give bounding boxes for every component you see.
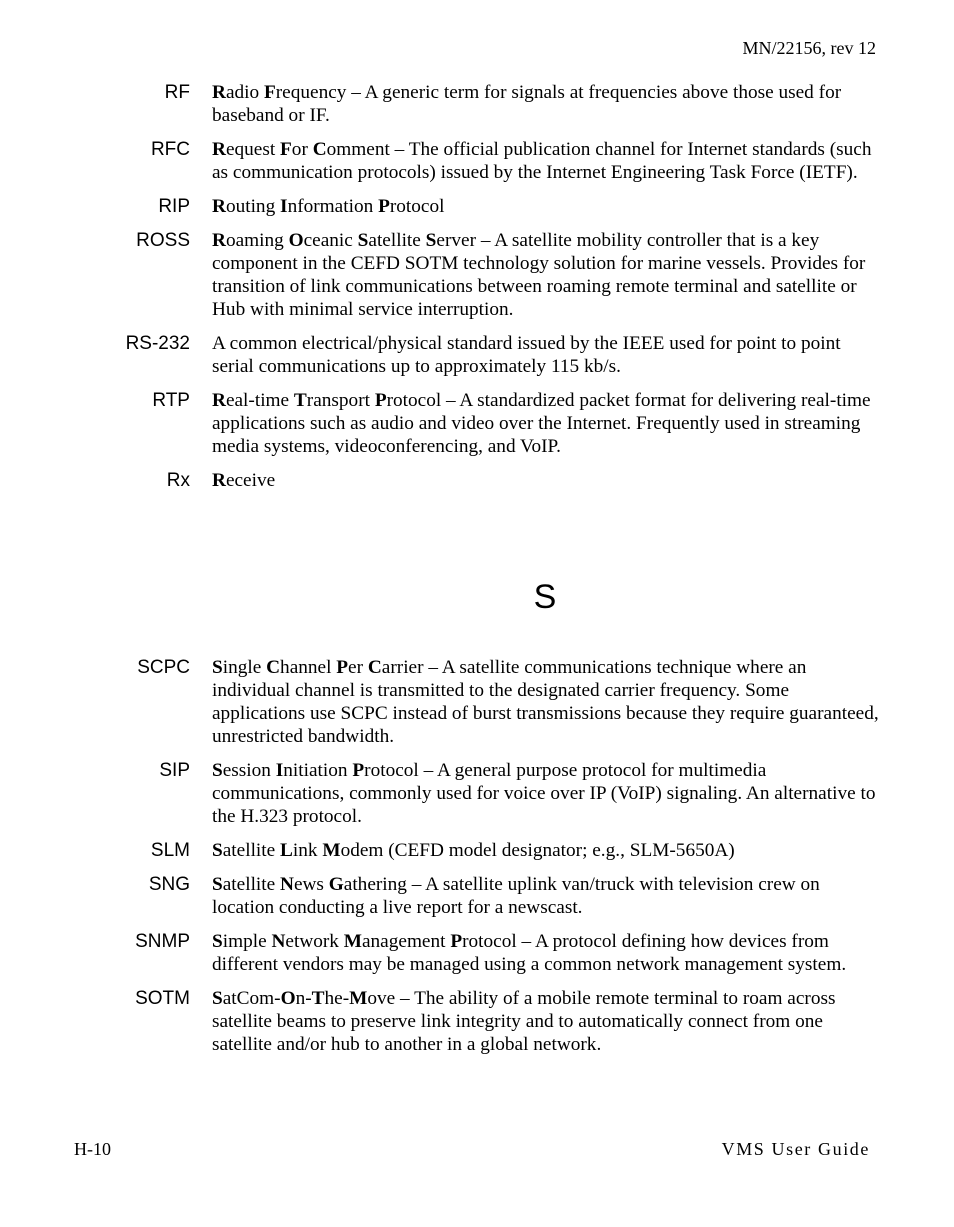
acronym-letter: S [212,874,223,895]
definition-text: ews [293,874,329,895]
definition-text: eal-time [225,390,294,411]
acronym-letter: P [352,760,365,781]
acronym-letter: C [312,139,327,160]
acronym-letter: R [212,196,226,217]
acronym-letter: N [280,874,294,895]
glossary-entry [0,839,954,862]
acronym-letter: S [357,230,369,251]
section-heading-s: S [533,578,557,616]
glossary-entry [0,138,954,184]
definition-text: ink [292,840,323,861]
definition-text: omment – The official publication channel for Internet standards (such as communication protocols) issued by the Internet Engineering Task Force (IETF). [212,139,872,183]
acronym-letter: F [280,139,292,160]
definition-text: equest [225,139,281,160]
definition-text: atellite [368,230,426,251]
glossary-entry [0,195,954,218]
definition-text: ingle [222,657,267,678]
acronym-letter: T [293,390,307,411]
definition-text: rotocol – A standardized packet format for delivering real-time applications such as audio and video over the Internet. Frequently used in streaming media systems, videoconferencing, and VoIP. [212,390,871,457]
acronym-letter: P [374,390,387,411]
glossary-definition [212,81,880,127]
acronym-letter: I [275,760,284,781]
glossary-definition [212,759,880,828]
acronym-letter: G [328,874,344,895]
glossary-term: RFC [150,139,190,160]
definition-text: he- [324,988,350,1009]
definition-text: odem (CEFD model designator; e.g., SLM-5650A) [340,840,735,861]
glossary-section-r [0,81,954,503]
definition-text: requency – A generic term for signals at frequencies above those used for baseband or IF. [212,82,842,126]
definition-text: etwork [285,931,344,952]
definition-text: hannel [280,657,337,678]
definition-text: oaming [225,230,289,251]
glossary-term: ROSS [136,230,190,251]
acronym-letter: N [271,931,286,952]
acronym-letter: R [212,82,226,103]
glossary-term: SLM [150,840,190,861]
acronym-letter: L [280,840,293,861]
glossary-definition [212,195,880,218]
definition-text: atellite [222,840,281,861]
document-reference: MN/22156, rev 12 [742,38,876,58]
glossary-definition [212,332,880,378]
acronym-letter: R [212,470,226,491]
glossary-term: Rx [166,470,190,491]
acronym-letter: S [212,760,223,781]
glossary-definition [212,389,880,458]
acronym-letter: S [212,657,223,678]
acronym-letter: M [343,931,362,952]
definition-text: eceive [225,470,276,491]
definition-text: adio [225,82,264,103]
glossary-term: SOTM [135,988,190,1009]
acronym-letter: P [450,931,463,952]
definition-text: atellite [222,874,281,895]
definition-text: ove – The ability of a mobile remote terminal to roam across satellite beams to preserve link integrity and to automatically connect from one satellite and/or hub to another in a global network. [212,988,836,1055]
glossary-entry [0,469,954,492]
glossary-definition [212,873,880,919]
glossary-section-s [0,656,954,1067]
glossary-definition [212,229,880,321]
acronym-letter: R [212,139,226,160]
glossary-term: SNMP [135,931,190,952]
definition-text: outing [225,196,281,217]
definition-text: ceanic [303,230,358,251]
acronym-letter: M [322,840,341,861]
acronym-letter: S [425,230,437,251]
definition-text: rotocol [389,196,445,217]
acronym-letter: S [212,931,223,952]
definition-text: nformation [287,196,379,217]
definition-text: A common electrical/physical standard issued by the IEEE used for point to point serial communications up to approximately 115 kb/s. [212,333,841,377]
acronym-letter: P [336,657,349,678]
acronym-letter: I [280,196,288,217]
acronym-letter: C [266,657,281,678]
glossary-term: SIP [159,760,190,781]
glossary-entry [0,656,954,748]
definition-text: er [348,657,368,678]
definition-text: n- [295,988,312,1009]
glossary-entry [0,389,954,458]
acronym-letter: R [212,390,226,411]
definition-text: ransport [306,390,375,411]
glossary-term: RTP [152,390,190,411]
glossary-entry [0,759,954,828]
glossary-entry [0,332,954,378]
acronym-letter: R [212,230,226,251]
glossary-term: SNG [148,874,190,895]
glossary-entry [0,81,954,127]
acronym-letter: S [212,988,223,1009]
definition-text: rotocol – A general purpose protocol for multimedia communications, commonly used for voice over IP (VoIP) signaling. An alternative to the H.323 protocol. [212,760,876,827]
definition-text: or [291,139,313,160]
definition-text: erver – A satellite mobility controller that is a key component in the CEFD SOTM technology solution for marine vessels. Provides for transition of link communications between roaming remote terminal and satellite or Hub with minimal service interruption. [212,230,866,320]
definition-text: anagement [361,931,451,952]
acronym-letter: T [311,988,325,1009]
glossary-definition [212,469,880,492]
glossary-term: SCPC [137,657,190,678]
acronym-letter: O [288,230,304,251]
definition-text: atCom- [222,988,281,1009]
glossary-entry [0,873,954,919]
acronym-letter: O [280,988,296,1009]
acronym-letter: P [378,196,390,217]
definition-text: ession [222,760,276,781]
glossary-entry [0,229,954,321]
page-number: H-10 [74,1139,111,1159]
definition-text: arrier – A satellite communications technique where an individual channel is transmitted to the designated carrier frequency. Some applications use SCPC instead of burst transmissions because they require guaranteed, unrestricted bandwidth. [212,657,879,747]
definition-text: nitiation [283,760,353,781]
acronym-letter: F [263,82,276,103]
glossary-entry [0,987,954,1056]
glossary-term: RF [164,82,190,103]
glossary-definition [212,987,880,1056]
glossary-definition [212,656,880,748]
acronym-letter: M [349,988,368,1009]
definition-text: rotocol – A protocol defining how devices from different vendors may be managed using a common network management system. [212,931,847,975]
glossary-definition [212,839,880,862]
acronym-letter: C [367,657,382,678]
definition-text: imple [222,931,272,952]
definition-text: athering – A satellite uplink van/truck with television crew on location conducting a live report for a newscast. [212,874,820,918]
glossary-definition [212,138,880,184]
glossary-entry [0,930,954,976]
glossary-term: RS-232 [125,333,190,354]
acronym-letter: S [212,840,223,861]
glossary-term: RIP [158,196,190,217]
glossary-definition [212,930,880,976]
guide-title: VMS User Guide [721,1139,870,1159]
